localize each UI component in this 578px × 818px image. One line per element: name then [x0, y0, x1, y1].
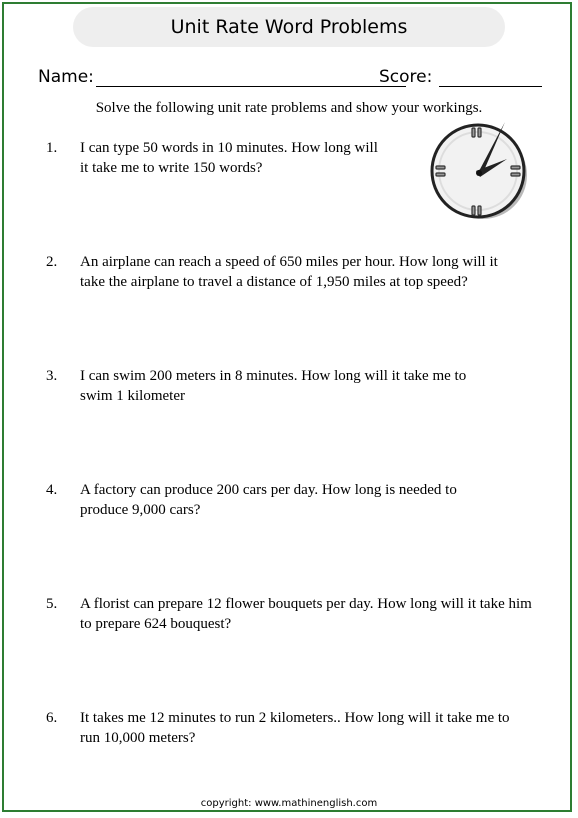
- problem-text: I can swim 200 meters in 8 minutes. How long will it take me to swim 1 kilometer: [80, 368, 467, 404]
- score-label: Score:: [379, 67, 433, 87]
- problem-number: 4.: [46, 482, 58, 498]
- score-blank-line: [439, 86, 542, 87]
- problem-text: A florist can prepare 12 flower bouquets per day. How long will it take him to prepare 624 bouquest?: [80, 596, 532, 632]
- problem-number: 2.: [46, 254, 58, 270]
- worksheet-title: Unit Rate Word Problems: [170, 16, 408, 38]
- copyright-footer: copyright: www.mathinenglish.com: [200, 798, 378, 809]
- name-score-row: [38, 67, 548, 89]
- clock-icon: [428, 122, 532, 222]
- name-blank-line: [96, 86, 406, 87]
- problem-number: 3.: [46, 368, 58, 384]
- instructions: Solve the following unit rate problems and show your workings.: [95, 100, 483, 116]
- problem-number: 1.: [46, 140, 58, 156]
- problem-number: 5.: [46, 596, 58, 612]
- problem-text: A factory can produce 200 cars per day. How long is needed to produce 9,000 cars?: [80, 482, 457, 518]
- problem-number: 6.: [46, 710, 58, 726]
- worksheet-title-banner: [73, 7, 505, 47]
- name-label: Name:: [38, 67, 94, 87]
- problem-text: I can type 50 words in 10 minutes. How long will it take me to write 150 words?: [80, 140, 378, 176]
- problem-text: It takes me 12 minutes to run 2 kilometers.. How long will it take me to run 10,000 meters?: [80, 710, 510, 746]
- problem-text: An airplane can reach a speed of 650 miles per hour. How long will it take the airplane to travel a distance of 1,950 miles at top speed?: [80, 254, 498, 290]
